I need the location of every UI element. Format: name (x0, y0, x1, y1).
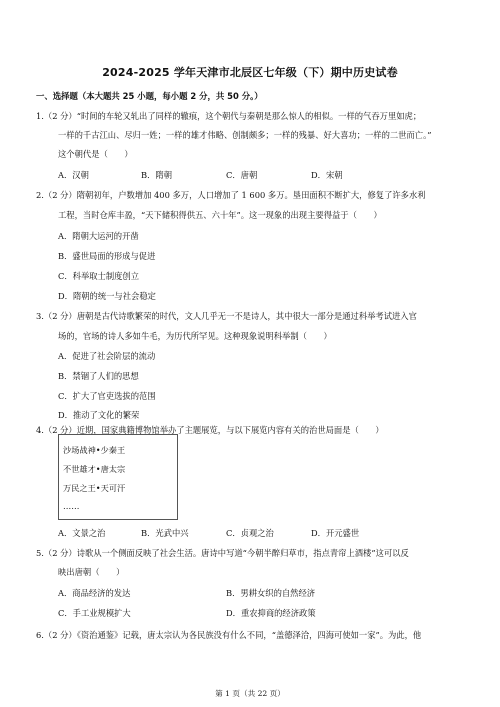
q2-line-2: 工程，当时仓库丰盈，“天下储积得供五、六十年”。这一现象的出现主要得益于（ ） (58, 210, 382, 220)
q4-option-a: A．文景之治 (58, 528, 106, 538)
q5-line-1: 5.（2 分）诗歌从一个侧面反映了社会生活。唐诗中写道“今朝半醉归草市，指点青帘上酒楼”这可以反 (36, 548, 409, 558)
q2-option-b: B．盛世局面的形成与促进 (58, 251, 156, 261)
section-heading: 一、选择题（本大题共 25 小题，每小题 2 分，共 50 分。） (36, 91, 263, 101)
exhibition-box (58, 434, 178, 520)
q1-option-c: C．唐朝 (226, 170, 258, 180)
q3-option-b: B．禁锢了人们的思想 (58, 371, 139, 381)
exhibition-item: 万民之王•天可汗 (63, 483, 126, 493)
q2-option-a: A．隋朝大运河的开凿 (58, 231, 139, 241)
q4-option-c: C．贞观之治 (226, 528, 274, 538)
q4-option-b: B．光武中兴 (141, 528, 189, 538)
q1-line-3: 这个朝代是（ ） (58, 149, 133, 159)
page-footer: 第 1 页（共 22 页） (215, 689, 285, 698)
exhibition-item: 不世雄才•唐太宗 (63, 464, 126, 474)
q4-option-d: D．开元盛世 (311, 528, 360, 538)
q3-line-2: 场的，官场的诗人多如牛毛，为历代所罕见。这种现象说明科举制（ ） (58, 331, 332, 341)
q5-option-d: D．重农抑商的经济政策 (226, 608, 316, 618)
q3-option-d: D．推动了文化的繁荣 (58, 410, 140, 420)
q5-option-c: C．手工业规模扩大 (58, 608, 131, 618)
q5-option-a: A．商品经济的发达 (58, 588, 131, 598)
q3-option-a: A．促进了社会阶层的流动 (58, 351, 156, 361)
q4-line-1: 4.（2 分）近期，国家典籍博物馆举办了主题展览，与以下展览内容有关的治世局面是（ ） (36, 425, 384, 435)
q1-option-d: D．宋朝 (311, 170, 343, 180)
q2-option-d: D．隋朝的统一与社会稳定 (58, 291, 156, 301)
q5-option-b: B．男耕女织的自然经济 (226, 588, 316, 598)
q1-option-a: A．汉朝 (58, 170, 89, 180)
q6-line-1: 6.（2 分）《资治通鉴》记载，唐太宗认为各民族没有什么不同，“盖德泽洽，四海可使如一家”。为此，他 (36, 630, 422, 640)
q2-line-1: 2.（2 分）隋朝初年，户数增加 400 多万，人口增加了 1 600 多万。垦田面积不断扩大，修复了许多水利 (36, 190, 426, 200)
q2-option-c: C．科举取士制度创立 (58, 271, 140, 281)
exhibition-item: …… (63, 501, 80, 511)
q1-line-2: 一样的千古江山、尽归一姓；一样的雄才伟略、创制颇多；一样的残暴、好大喜功；一样的二世而亡。” (58, 130, 432, 140)
q3-option-c: C．扩大了官吏选拔的范围 (58, 391, 156, 401)
q1-line-1: 1.（2 分）“时间的车轮又轧出了同样的辙痕，这个朝代与秦朝是那么惊人的相似。一样的气吞万里如虎； (36, 111, 422, 121)
q3-line-1: 3.（2 分）唐朝是古代诗歌繁荣的时代，文人几乎无一不是诗人，其中很大一部分是通过科举考试进入官 (36, 311, 417, 321)
q5-line-2: 映出唐朝（ ） (58, 567, 125, 577)
q1-option-b: B．隋朝 (141, 170, 172, 180)
exhibition-item: 沙场战神•少秦王 (63, 445, 126, 455)
exam-title: 2024-2025 学年天津市北辰区七年级（下）期中历史试卷 (102, 66, 398, 79)
